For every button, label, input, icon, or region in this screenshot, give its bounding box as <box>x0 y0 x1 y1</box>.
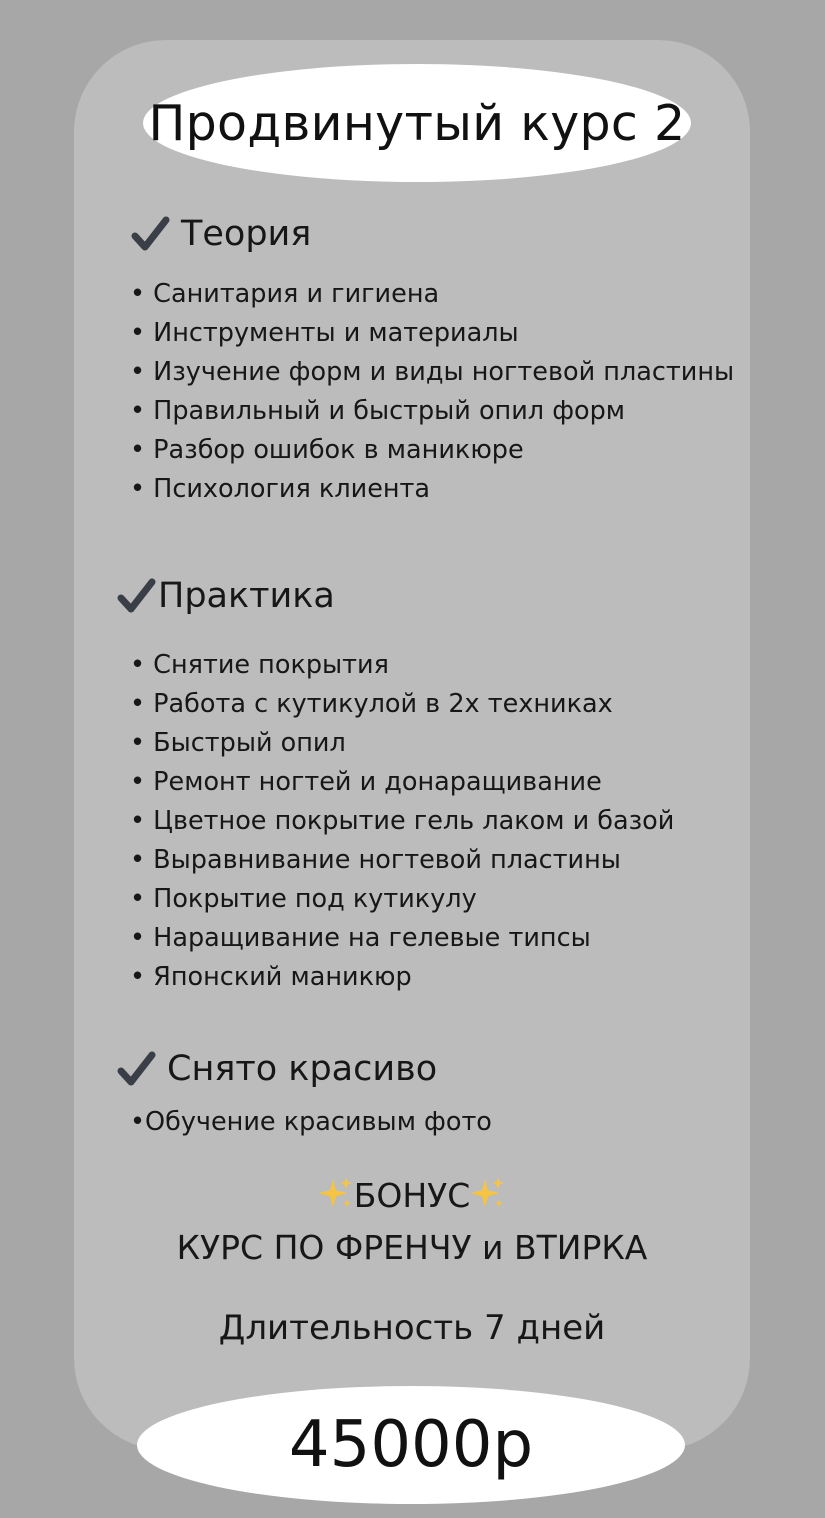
list-item: • Ремонт ногтей и донаращивание <box>130 767 602 797</box>
list-item: • Покрытие под кутикулу <box>130 884 477 914</box>
duration-text: Длительность 7 дней <box>218 1308 606 1348</box>
practice-list <box>130 646 674 997</box>
sparkles-icon <box>318 1175 354 1211</box>
section-title: Практика <box>158 575 335 616</box>
bonus-text: КУРС ПО ФРЕНЧУ и ВТИРКА <box>176 1228 648 1267</box>
theory-list <box>130 275 734 509</box>
check-icon <box>116 576 158 616</box>
list-item: • Правильный и быстрый опил форм <box>130 396 626 426</box>
list-item: • Инструменты и материалы <box>130 318 519 348</box>
list-item: • Психология клиента <box>130 474 431 504</box>
list-item: • Наращивание на гелевые типсы <box>130 923 591 953</box>
sparkles-icon <box>470 1175 506 1211</box>
photo-list <box>130 1103 492 1142</box>
list-item: • Работа с кутикулой в 2х техниках <box>130 689 613 719</box>
list-item: • Цветное покрытие гель лаком и базой <box>130 806 675 836</box>
page-title: Продвинутый курс 2 <box>148 94 686 152</box>
check-icon <box>130 214 172 254</box>
list-item: • Снятие покрытия <box>130 650 389 680</box>
section-theory-header <box>130 214 311 254</box>
list-item: • Изучение форм и виды ногтевой пластины <box>130 357 735 387</box>
list-item: • Выравнивание ногтевой пластины <box>130 845 621 875</box>
bonus-label-line <box>74 1175 750 1217</box>
section-title: Теория <box>181 213 312 254</box>
list-item: •Обучение красивым фото <box>130 1107 492 1137</box>
price-badge <box>137 1386 685 1504</box>
bonus-label: БОНУС <box>353 1176 471 1215</box>
list-item: • Разбор ошибок в маникюре <box>130 435 524 465</box>
section-photo-header <box>116 1049 437 1089</box>
list-item: • Быстрый опил <box>130 728 346 758</box>
list-item: • Санитария и гигиена <box>130 279 440 309</box>
title-badge <box>143 64 691 182</box>
price-text: 45000р <box>288 1408 534 1482</box>
list-item: • Японский маникюр <box>130 962 412 992</box>
section-practice-header <box>116 576 335 616</box>
section-title: Снято красиво <box>167 1048 438 1089</box>
check-icon <box>116 1049 158 1089</box>
